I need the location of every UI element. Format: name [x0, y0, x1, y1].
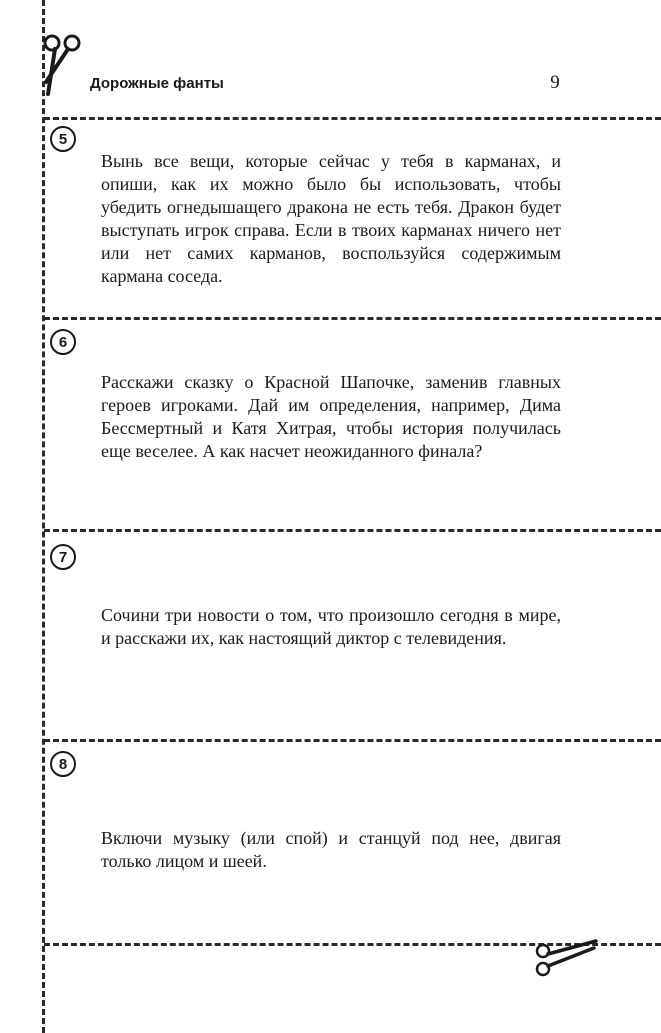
card-number-badge: 8 [50, 751, 76, 777]
cut-line [44, 529, 661, 532]
running-title: Дорожные фанты [90, 75, 224, 92]
cut-line [44, 317, 661, 320]
cut-line [44, 117, 661, 120]
card-number-badge: 7 [50, 544, 76, 570]
page-number: 9 [550, 72, 560, 93]
cut-line [44, 739, 661, 742]
card-number-badge: 5 [50, 126, 76, 152]
card-text: Вынь все вещи, которые сейчас у тебя в карманах, и опиши, как их можно было бы использовать, чтобы убедить огнедышащего дракона не есть тебя. Дракон будет выступать игрок справа. Если в твоих карманах ничего нет или нет самих карманов, воспользуйся содержимым кармана соседа. [101, 151, 561, 286]
card-text: Сочини три новости о том, что произошло сегодня в мире, и расскажи их, как настоящий диктор с телевидения. [101, 605, 561, 648]
scissors-icon [40, 32, 84, 98]
card-text: Включи музыку (или спой) и станцуй под нее, двигая только лицом и шеей. [101, 828, 561, 871]
vertical-cut-line [42, 0, 45, 1033]
card-number-badge: 6 [50, 329, 76, 355]
card-text: Расскажи сказку о Красной Шапочке, заменив главных героев игроками. Дай им определения, например, Дима Бессмертный и Катя Хитрая, чтобы история получилась еще веселее. А как насчет неожиданного финала? [101, 372, 561, 461]
scissors-icon [532, 935, 602, 981]
